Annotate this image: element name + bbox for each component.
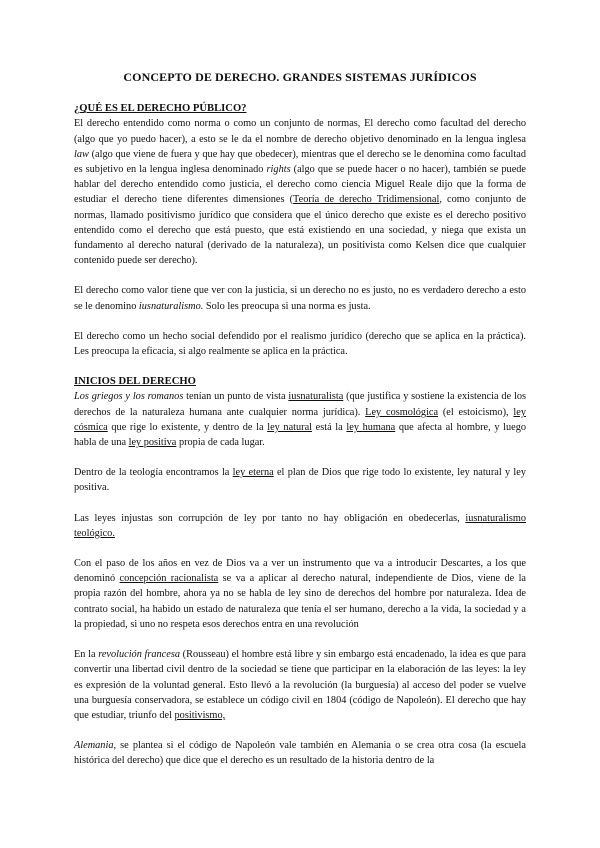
text: , como conjunto de normas, llamado positivismo jurídico que considera que el único derecho que existe es el derecho positivo entendido como el derecho que está puesto, que está existiendo en una sociedad, y niega que exista un fundamento al derecho natural (derivado de la naturaleza), un positivista como Kelsen dice que cualquier contenido puede ser derecho). [74, 194, 526, 267]
text: (que justifica y sostiene la existencia de los derechos de la naturaleza humana ante cualquier norma jurídica). [74, 391, 526, 418]
term-law: law [74, 148, 89, 160]
term-ley-cosmica: ley cósmica [74, 406, 526, 433]
text: (algo que viene de fuera y que hay que obedecer), mientras que el derecho se le denomina como facultad es subjetivo en la lengua inglesa denominado [74, 148, 526, 176]
text: (Rousseau) el hombre está libre y sin embargo está encadenado, la idea es que para convertir una libertad civil dentro de la sociedad se tiene que participar en la elaboración de las leyes: la ley es expresión de la voluntad general. Esto llevó a la revolución (la burguesía) al acceso del poder se vuelve una burguesía conservadora, se establece un código civil en 1804 (código de Napoleón). El derecho que hay que estudiar, triunfo del [74, 649, 526, 721]
term-ley-natural: ley natural [267, 421, 313, 433]
term-alemania: Alemania [74, 740, 114, 752]
text: está la [312, 421, 347, 433]
term-teoria-tridimensional: Teoría de derecho Tridimensional [293, 194, 440, 206]
term-ley-humana: ley humana [346, 421, 396, 433]
paragraph-derecho-norma [74, 116, 526, 268]
paragraph-griegos-romanos [74, 389, 526, 450]
term-concepcion-racionalista: concepción racionalista [119, 573, 219, 585]
document-title: CONCEPTO DE DERECHO. GRANDES SISTEMAS JURÍDICOS [123, 70, 477, 84]
text: que afecta al hombre, y luego habla de una [74, 421, 526, 449]
text: Las leyes injustas son corrupción de ley por tanto no hay obligación en obedecerlas, [74, 512, 466, 524]
text: El derecho entendido como norma o como un conjunto de normas, El derecho como facultad del derecho (algo que yo puedo hacer), a esto se le da el nombre de derecho objetivo denominado en la lengua inglesa [74, 118, 526, 145]
term-iusnaturalista: iusnaturalista [288, 391, 344, 403]
text: se va a aplicar al derecho natural, independiente de Dios, viene de la propia razón del hombre, ahora ya no se habla de ley sino de derechos del hombre por naturaleza. Idea de contrato social, ha habido un estado de naturaleza que tenía el ser humano, derecho a la vida, la sociedad y a la propiedad, si uno no respeta esos derechos entra en una revolución [74, 573, 526, 630]
paragraph-derecho-valor [74, 283, 526, 313]
text: que rige lo existente, y dentro de la [107, 421, 268, 433]
text: tenían un punto de vista [183, 391, 289, 403]
term-ley-positiva: ley positiva [128, 437, 177, 449]
paragraph-revolucion-francesa [74, 647, 526, 723]
paragraph-leyes-injustas [74, 511, 526, 541]
text: (el estoicismo), [438, 406, 514, 418]
section-heading-derecho-publico: ¿QUÉ ES EL DERECHO PÚBLICO? [74, 103, 247, 115]
section-heading-inicios-derecho: INICIOS DEL DERECHO [74, 376, 196, 388]
text: (algo que se puede hacer o no hacer), también se puede hablar del derecho entendido como justicia, el derecho como ciencia Miguel Reale dijo que la forma de estudiar el derecho tiene diferentes dimensiones ( [74, 164, 526, 206]
text: Dentro de la teología encontramos la [74, 467, 233, 479]
text: El derecho como valor tiene que ver con la justicia, si un derecho no es justo, no es verdadero derecho a esto se le denomino [74, 285, 526, 312]
term-iusnaturalismo-teologico: iusnaturalismo teológico. [74, 512, 526, 539]
paragraph-teologia [74, 465, 526, 495]
term-griegos-romanos: Los griegos y los romanos [74, 391, 184, 403]
text: propia de cada lugar. [176, 437, 265, 449]
text: Con el paso de los años en vez de Dios va a ver un instrumento que va a introducir Descartes, a los que denominó [74, 558, 526, 585]
term-rights: rights [266, 164, 291, 176]
paragraph-derecho-hecho-social: El derecho como un hecho social defendido por el realismo jurídico (derecho que se aplica en la práctica). Les preocupa la eficacia, si algo realmente se aplica en la práctica. [74, 330, 526, 358]
text: , se plantea si el código de Napoleón vale también en Alemania o se crea otra cosa (la escuela histórica del derecho) que dice que el derecho es un resultado de la historia dentro de la [74, 740, 526, 767]
term-revolucion-francesa: revolución francesa [98, 649, 180, 661]
term-ley-cosmologica: Ley cosmológica [365, 406, 439, 418]
text: el plan de Dios que rige todo lo existente, ley natural y ley positiva. [74, 467, 526, 494]
term-ley-eterna: ley eterna [232, 467, 274, 479]
text: En la [74, 649, 99, 661]
paragraph-alemania [74, 738, 526, 768]
term-iusnaturalismo: iusnaturalismo. [138, 300, 204, 312]
paragraph-descartes [74, 556, 526, 632]
text: Solo les preocupa si una norma es justa. [203, 300, 371, 312]
term-positivismo: positivismo, [174, 709, 226, 721]
